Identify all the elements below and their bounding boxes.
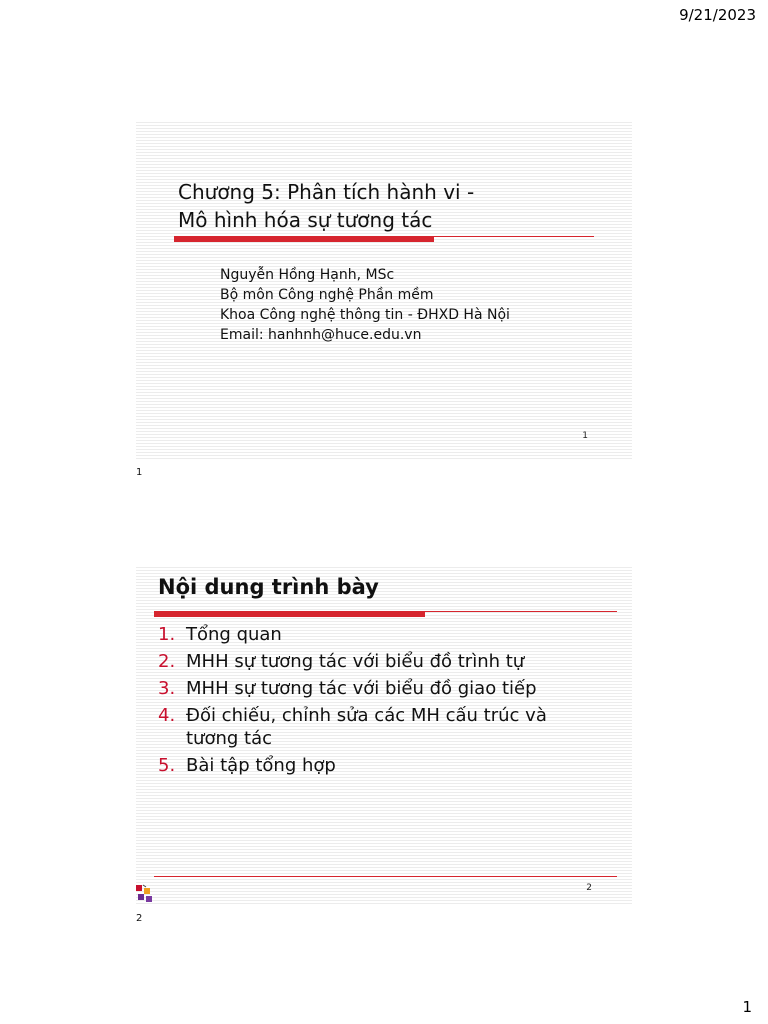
slide-1-title [178, 178, 474, 234]
slide-1-title-line-2: Mô hình hóa sự tương tác [178, 208, 433, 232]
title-rule-thick [154, 612, 425, 617]
page-date: 9/21/2023 [679, 6, 756, 24]
list-item-text: Đối chiếu, chỉnh sửa các MH cấu trúc và tương tác [186, 705, 547, 749]
slide-1 [136, 120, 632, 460]
list-item-number: 2. [158, 651, 176, 672]
list-item-text: MHH sự tương tác với biểu đồ trình tự [186, 651, 525, 672]
author-info [220, 265, 510, 345]
table-of-contents [158, 623, 598, 781]
list-item-text: MHH sự tương tác với biểu đồ giao tiếp [186, 678, 537, 699]
faculty: Khoa Công nghệ thông tin - ĐHXD Hà Nội [220, 307, 510, 323]
slide-1-title-line-1: Chương 5: Phân tích hành vi - [178, 180, 475, 204]
list-item [158, 623, 598, 646]
handout-number-2: 2 [136, 913, 143, 924]
list-item [158, 704, 598, 750]
handout-number-1: 1 [136, 467, 143, 478]
slide-1-number: 1 [582, 431, 588, 441]
uml-logo-icon [134, 883, 156, 905]
email: Email: hanhnh@huce.edu.vn [220, 327, 422, 343]
slide-2-title: Nội dung trình bày [158, 575, 379, 599]
list-item-number: 1. [158, 624, 176, 645]
slide-2 [136, 565, 632, 905]
slide-2-number: 2 [586, 883, 592, 893]
list-item-number: 4. [158, 705, 176, 726]
author-name: Nguyễn Hồng Hạnh, MSc [220, 267, 395, 283]
page-number: 1 [742, 998, 752, 1016]
list-item [158, 677, 598, 700]
title-rule-thick [174, 237, 434, 242]
list-item-text: Bài tập tổng hợp [186, 755, 336, 776]
list-item-text: Tổng quan [186, 624, 282, 645]
list-item-number: 3. [158, 678, 176, 699]
footer-rule [154, 876, 617, 877]
list-item [158, 754, 598, 777]
department: Bộ môn Công nghệ Phần mềm [220, 287, 434, 303]
list-item-number: 5. [158, 755, 176, 776]
list-item [158, 650, 598, 673]
